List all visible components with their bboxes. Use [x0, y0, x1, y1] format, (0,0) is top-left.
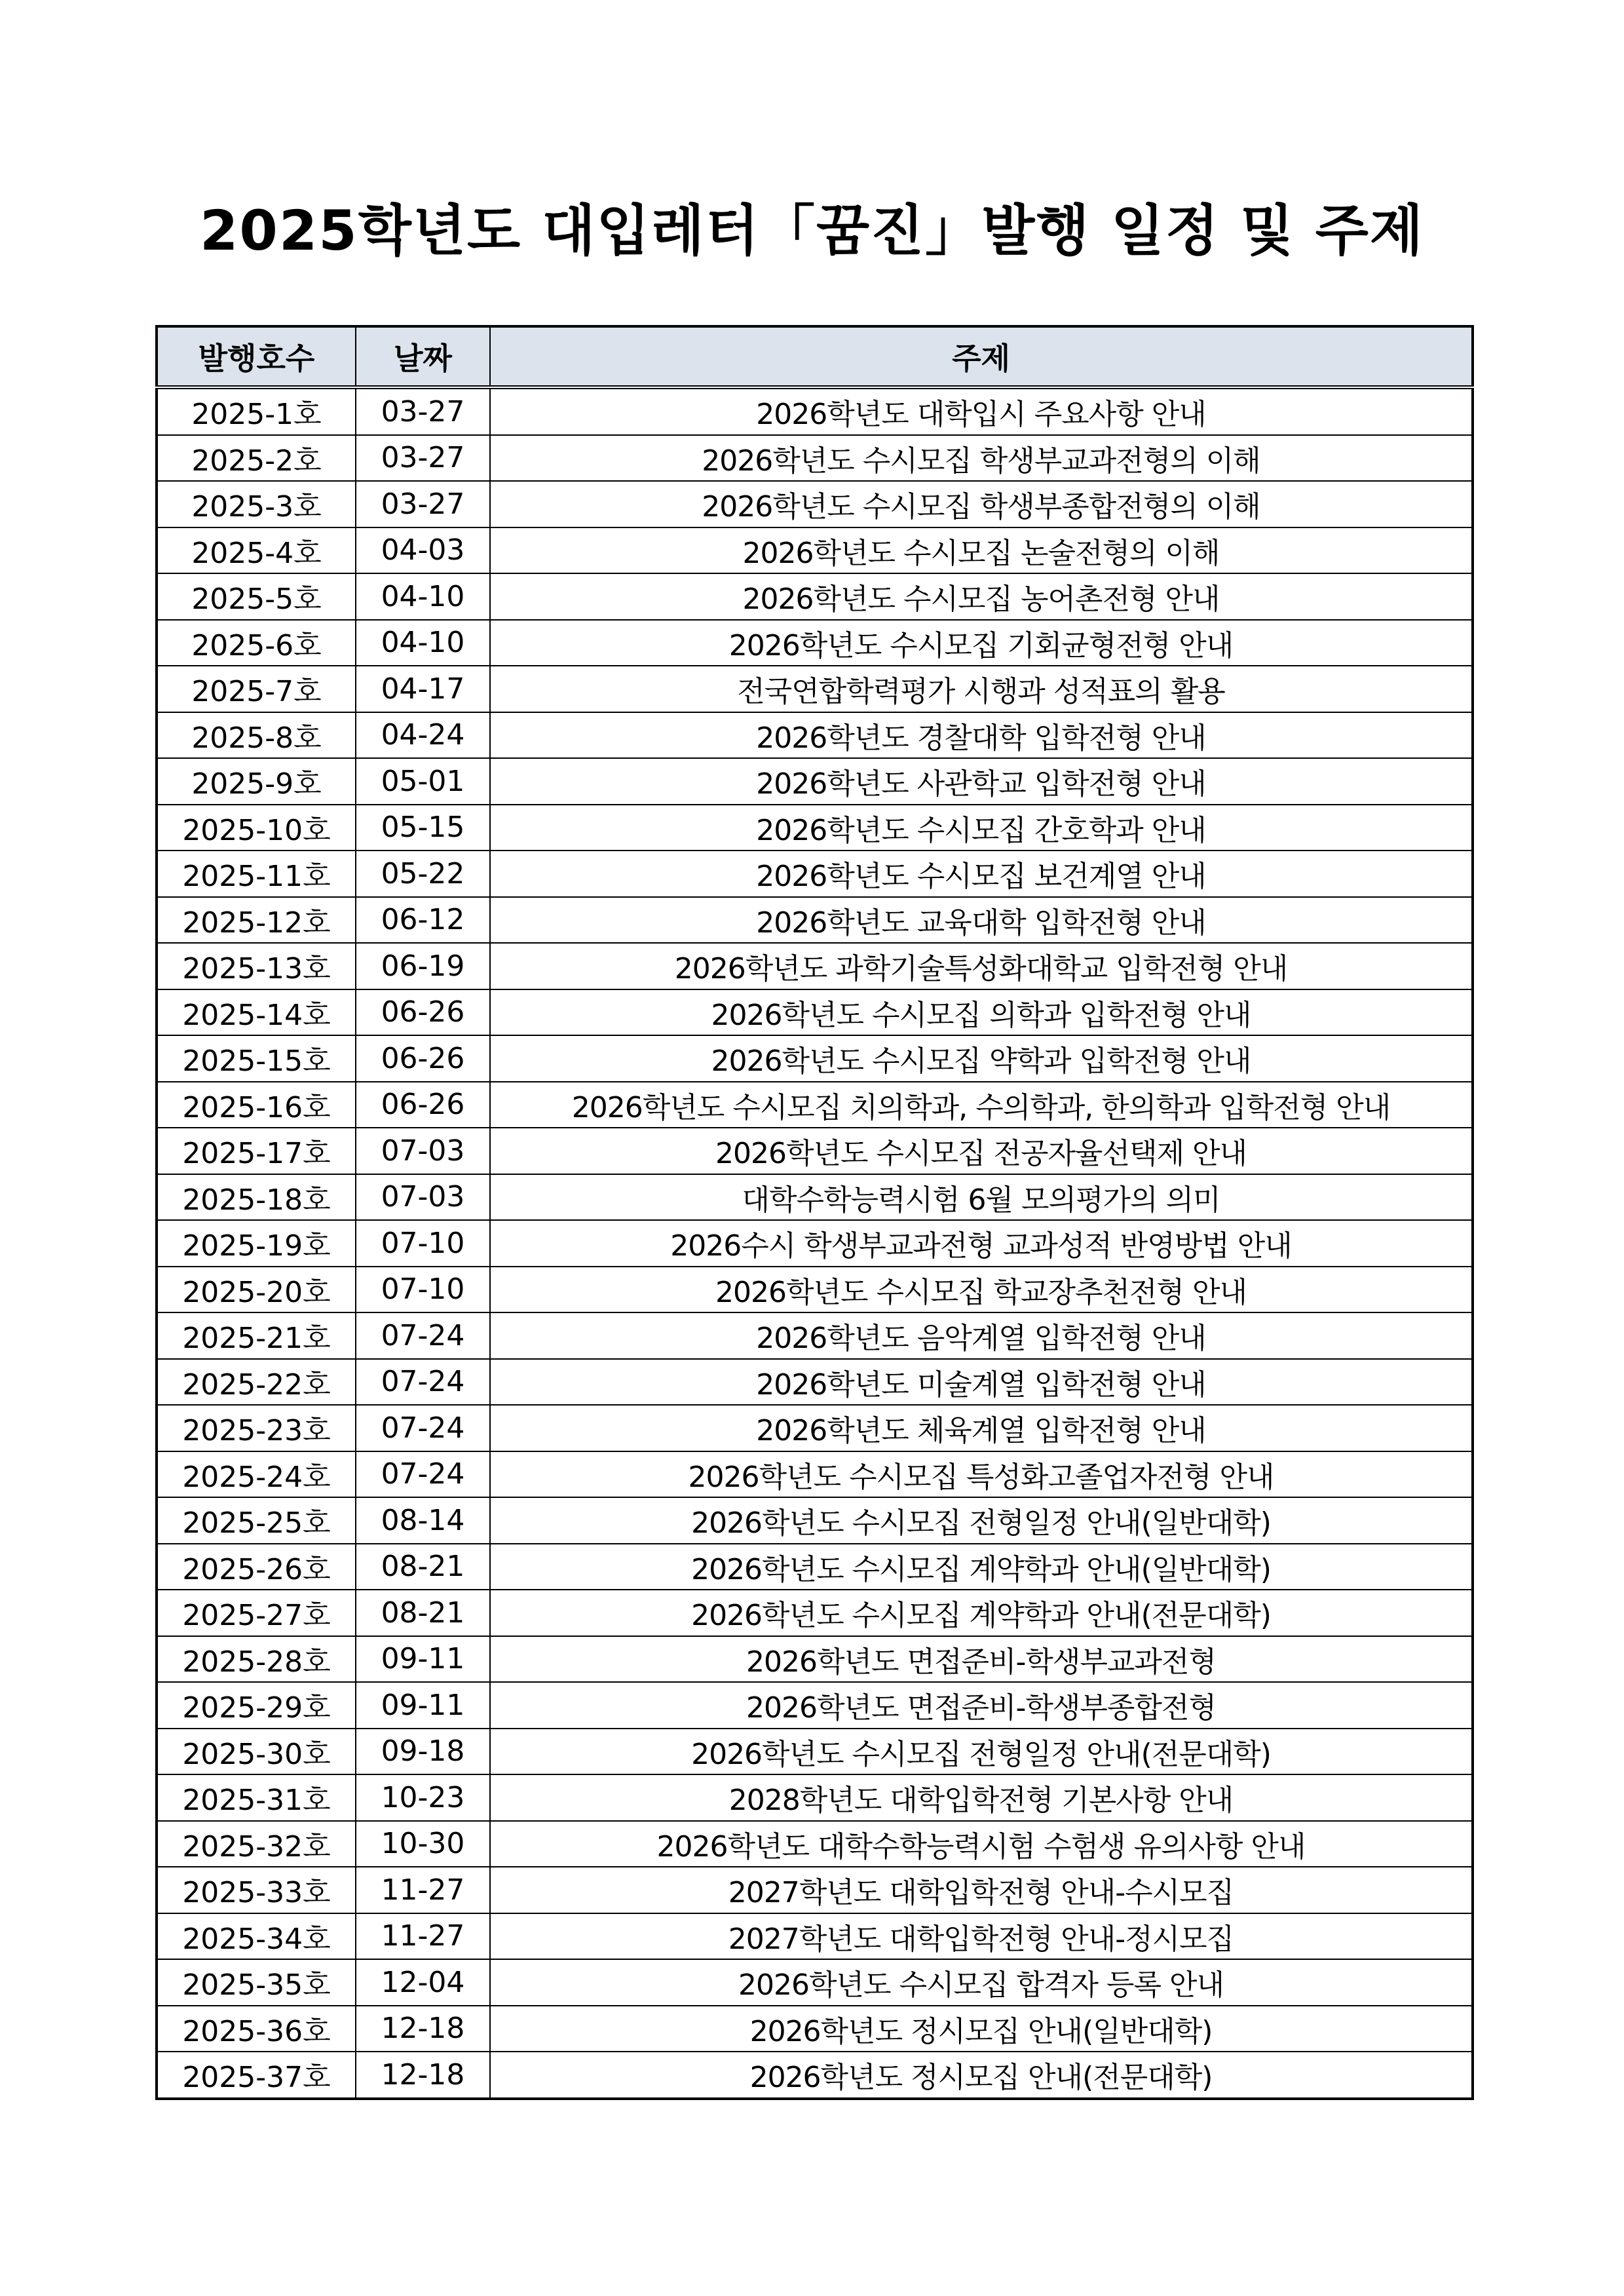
table-row: [157, 851, 1473, 897]
table-row: [157, 897, 1473, 944]
table-row: [157, 1405, 1473, 1451]
table-row: [157, 1867, 1473, 1913]
topic-cell: 2026학년도 수시모집 합격자 등록 안내: [490, 1959, 1473, 2006]
table-row: [157, 1544, 1473, 1590]
issue-number-cell: 2025-16호: [157, 1082, 356, 1128]
date-cell: 09-11: [356, 1682, 490, 1729]
date-cell: 04-24: [356, 712, 490, 759]
date-cell: 03-27: [356, 387, 490, 435]
issue-number-cell: 2025-37호: [157, 2052, 356, 2099]
table-row: [157, 481, 1473, 527]
issue-number-cell: 2025-27호: [157, 1590, 356, 1636]
topic-cell: 2026학년도 미술계열 입학전형 안내: [490, 1359, 1473, 1406]
date-cell: 07-03: [356, 1128, 490, 1174]
issue-number-cell: 2025-21호: [157, 1312, 356, 1359]
date-cell: 07-10: [356, 1220, 490, 1267]
issue-number-cell: 2025-33호: [157, 1867, 356, 1913]
topic-cell: 2026학년도 음악계열 입학전형 안내: [490, 1312, 1473, 1359]
table-row: [157, 1590, 1473, 1636]
table-row: [157, 2006, 1473, 2052]
date-cell: 09-11: [356, 1636, 490, 1683]
table-row: [157, 573, 1473, 620]
header-topic: 주제: [490, 326, 1473, 387]
table-row: [157, 1451, 1473, 1498]
table-row: [157, 943, 1473, 989]
topic-cell: 전국연합학력평가 시행과 성적표의 활용: [490, 666, 1473, 712]
date-cell: 08-21: [356, 1590, 490, 1636]
table-row: [157, 1821, 1473, 1867]
table-row: [157, 1312, 1473, 1359]
table-row: [157, 1359, 1473, 1406]
topic-cell: 2026학년도 수시모집 계약학과 안내(일반대학): [490, 1544, 1473, 1590]
issue-number-cell: 2025-26호: [157, 1544, 356, 1590]
topic-cell: 2026학년도 대학입시 주요사항 안내: [490, 387, 1473, 435]
date-cell: 05-22: [356, 851, 490, 897]
topic-cell: 2026학년도 정시모집 안내(전문대학): [490, 2052, 1473, 2099]
issue-number-cell: 2025-18호: [157, 1174, 356, 1221]
topic-cell: 2026학년도 수시모집 전공자율선택제 안내: [490, 1128, 1473, 1174]
date-cell: 10-23: [356, 1774, 490, 1821]
topic-cell: 2026수시 학생부교과전형 교과성적 반영방법 안내: [490, 1220, 1473, 1267]
table-row: [157, 387, 1473, 435]
issue-number-cell: 2025-4호: [157, 527, 356, 574]
date-cell: 06-26: [356, 1035, 490, 1082]
issue-number-cell: 2025-11호: [157, 851, 356, 897]
issue-number-cell: 2025-12호: [157, 897, 356, 944]
date-cell: 03-27: [356, 481, 490, 527]
date-cell: 05-01: [356, 758, 490, 805]
issue-number-cell: 2025-29호: [157, 1682, 356, 1729]
topic-cell: 2026학년도 수시모집 농어촌전형 안내: [490, 573, 1473, 620]
issue-number-cell: 2025-5호: [157, 573, 356, 620]
topic-cell: 2026학년도 수시모집 계약학과 안내(전문대학): [490, 1590, 1473, 1636]
date-cell: 07-24: [356, 1312, 490, 1359]
schedule-table: [155, 325, 1474, 2100]
table-row: [157, 1913, 1473, 1960]
table-row: [157, 1774, 1473, 1821]
topic-cell: 2026학년도 정시모집 안내(일반대학): [490, 2006, 1473, 2052]
date-cell: 04-17: [356, 666, 490, 712]
topic-cell: 대학수학능력시험 6월 모의평가의 의미: [490, 1174, 1473, 1221]
date-cell: 05-15: [356, 805, 490, 851]
topic-cell: 2026학년도 수시모집 의학과 입학전형 안내: [490, 989, 1473, 1036]
issue-number-cell: 2025-35호: [157, 1959, 356, 2006]
topic-cell: 2026학년도 수시모집 전형일정 안내(일반대학): [490, 1497, 1473, 1544]
header-issue-number: 발행호수: [157, 326, 356, 387]
topic-cell: 2026학년도 수시모집 약학과 입학전형 안내: [490, 1035, 1473, 1082]
topic-cell: 2026학년도 수시모집 간호학과 안내: [490, 805, 1473, 851]
table-row: [157, 1128, 1473, 1174]
table-row: [157, 620, 1473, 666]
date-cell: 09-18: [356, 1729, 490, 1775]
topic-cell: 2026학년도 면접준비-학생부종합전형: [490, 1682, 1473, 1729]
issue-number-cell: 2025-3호: [157, 481, 356, 527]
issue-number-cell: 2025-34호: [157, 1913, 356, 1960]
date-cell: 07-10: [356, 1267, 490, 1313]
page-title: 2025학년도 대입레터「꿈진」발행 일정 및 주제: [199, 199, 1425, 263]
topic-cell: 2026학년도 면접준비-학생부교과전형: [490, 1636, 1473, 1683]
date-cell: 03-27: [356, 435, 490, 482]
topic-cell: 2026학년도 수시모집 특성화고졸업자전형 안내: [490, 1451, 1473, 1498]
issue-number-cell: 2025-20호: [157, 1267, 356, 1313]
issue-number-cell: 2025-9호: [157, 758, 356, 805]
table-row: [157, 989, 1473, 1036]
topic-cell: 2027학년도 대학입학전형 안내-수시모집: [490, 1867, 1473, 1913]
date-cell: 07-24: [356, 1451, 490, 1498]
topic-cell: 2026학년도 과학기술특성화대학교 입학전형 안내: [490, 943, 1473, 989]
date-cell: 08-14: [356, 1497, 490, 1544]
issue-number-cell: 2025-10호: [157, 805, 356, 851]
table-row: [157, 805, 1473, 851]
date-cell: 06-19: [356, 943, 490, 989]
table-row: [157, 712, 1473, 759]
date-cell: 07-24: [356, 1405, 490, 1451]
table-row: [157, 1035, 1473, 1082]
topic-cell: 2026학년도 수시모집 전형일정 안내(전문대학): [490, 1729, 1473, 1775]
issue-number-cell: 2025-2호: [157, 435, 356, 482]
topic-cell: 2026학년도 수시모집 학생부교과전형의 이해: [490, 435, 1473, 482]
table-row: [157, 1729, 1473, 1775]
table-row: [157, 1220, 1473, 1267]
table-row: [157, 1082, 1473, 1128]
issue-number-cell: 2025-19호: [157, 1220, 356, 1267]
topic-cell: 2028학년도 대학입학전형 기본사항 안내: [490, 1774, 1473, 1821]
table-row: [157, 1682, 1473, 1729]
issue-number-cell: 2025-25호: [157, 1497, 356, 1544]
date-cell: 06-26: [356, 989, 490, 1036]
table-row: [157, 1174, 1473, 1221]
issue-number-cell: 2025-23호: [157, 1405, 356, 1451]
date-cell: 04-03: [356, 527, 490, 574]
issue-number-cell: 2025-14호: [157, 989, 356, 1036]
issue-number-cell: 2025-6호: [157, 620, 356, 666]
date-cell: 12-04: [356, 1959, 490, 2006]
table-row: [157, 758, 1473, 805]
table-row: [157, 666, 1473, 712]
topic-cell: 2026학년도 수시모집 논술전형의 이해: [490, 527, 1473, 574]
date-cell: 12-18: [356, 2052, 490, 2099]
topic-cell: 2027학년도 대학입학전형 안내-정시모집: [490, 1913, 1473, 1960]
issue-number-cell: 2025-13호: [157, 943, 356, 989]
topic-cell: 2026학년도 대학수학능력시험 수험생 유의사항 안내: [490, 1821, 1473, 1867]
issue-number-cell: 2025-31호: [157, 1774, 356, 1821]
issue-number-cell: 2025-24호: [157, 1451, 356, 1498]
table-row: [157, 435, 1473, 482]
table-row: [157, 1959, 1473, 2006]
issue-number-cell: 2025-1호: [157, 387, 356, 435]
issue-number-cell: 2025-30호: [157, 1729, 356, 1775]
issue-number-cell: 2025-22호: [157, 1359, 356, 1406]
date-cell: 04-10: [356, 620, 490, 666]
header-date: 날짜: [356, 326, 490, 387]
date-cell: 10-30: [356, 1821, 490, 1867]
table-row: [157, 1267, 1473, 1313]
date-cell: 11-27: [356, 1867, 490, 1913]
table-row: [157, 1636, 1473, 1683]
topic-cell: 2026학년도 경찰대학 입학전형 안내: [490, 712, 1473, 759]
topic-cell: 2026학년도 사관학교 입학전형 안내: [490, 758, 1473, 805]
issue-number-cell: 2025-32호: [157, 1821, 356, 1867]
issue-number-cell: 2025-7호: [157, 666, 356, 712]
table-header-row: [157, 326, 1473, 387]
topic-cell: 2026학년도 수시모집 학교장추천전형 안내: [490, 1267, 1473, 1313]
issue-number-cell: 2025-28호: [157, 1636, 356, 1683]
date-cell: 06-26: [356, 1082, 490, 1128]
topic-cell: 2026학년도 수시모집 기회균형전형 안내: [490, 620, 1473, 666]
date-cell: 06-12: [356, 897, 490, 944]
topic-cell: 2026학년도 수시모집 학생부종합전형의 이해: [490, 481, 1473, 527]
date-cell: 12-18: [356, 2006, 490, 2052]
table-row: [157, 1497, 1473, 1544]
topic-cell: 2026학년도 교육대학 입학전형 안내: [490, 897, 1473, 944]
issue-number-cell: 2025-15호: [157, 1035, 356, 1082]
topic-cell: 2026학년도 수시모집 보건계열 안내: [490, 851, 1473, 897]
topic-cell: 2026학년도 체육계열 입학전형 안내: [490, 1405, 1473, 1451]
issue-number-cell: 2025-36호: [157, 2006, 356, 2052]
table-row: [157, 527, 1473, 574]
date-cell: 07-24: [356, 1359, 490, 1406]
date-cell: 08-21: [356, 1544, 490, 1590]
issue-number-cell: 2025-8호: [157, 712, 356, 759]
date-cell: 04-10: [356, 573, 490, 620]
topic-cell: 2026학년도 수시모집 치의학과, 수의학과, 한의학과 입학전형 안내: [490, 1082, 1473, 1128]
date-cell: 07-03: [356, 1174, 490, 1221]
issue-number-cell: 2025-17호: [157, 1128, 356, 1174]
date-cell: 11-27: [356, 1913, 490, 1960]
table-row: [157, 2052, 1473, 2099]
